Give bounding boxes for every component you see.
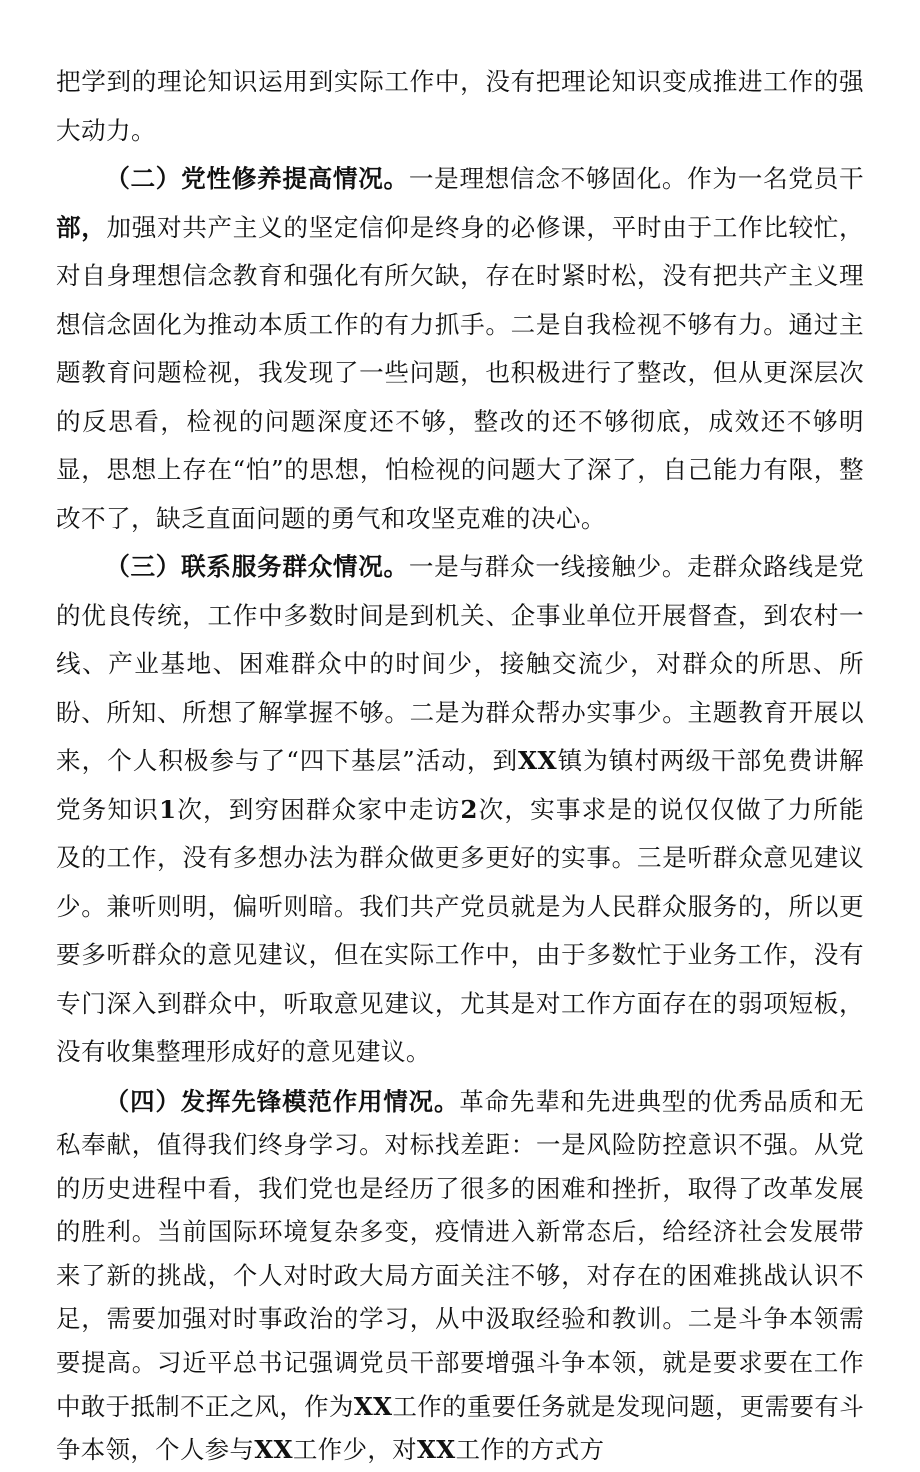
paragraph-text: 加强对共产主义的坚定信仰是终身的必修课，平时由于工作比较忙，对自身理想信念教育和强化有所欠缺，存在时紧时松，没有把共产主义理想信念固化为推动本质工作的有力抓手。二是自我检视不够有力。通过主题教育问题检视，我发现了一些问题，也积极进行了整改，但从更深层次的反思看，检视的问题深度还不够，整改的还不够彻底，成效还不够明显，思想上存在“怕”的思想，怕检视的问题大了深了，自己能力有限，整改不了，缺乏直面问题的勇气和攻坚克难的决心。 — [56, 212, 864, 533]
paragraph-text: 工作少，对 — [292, 1435, 417, 1465]
paragraph-text: 工作的方式方 — [455, 1435, 605, 1465]
paragraph-text: 革命先辈和先进典型的优秀品质和无私奉献，值得我们终身学习。对标找差距：一是风险防控意识不强。从党的历史进程中看，我们党也是经历了很多的困难和挫折，取得了改革发展的胜利。当前国际环境复杂多变，疫情进入新常态后，给经济社会发展带来了新的挑战，个人对时政大局方面关注不够，对存在的困难挑战认识不足，需要加强对时事政治的学习，从中汲取经验和教训。二是斗争本领需要提高。习近平总书记强调党员干部要增强斗争本领，就是要求要在工作中敢于抵制不正之风，作为 — [56, 1086, 864, 1421]
placeholder-xx: XX — [353, 1391, 393, 1421]
section-heading-3: （三）联系服务群众情况。 — [105, 552, 409, 581]
placeholder-xx: XX — [416, 1435, 456, 1465]
section-heading-2: （二）党性修养提高情况。 — [105, 164, 409, 193]
paragraph-text: 次，实事求是的说仅仅做了力所能及的工作，没有多想办法为群众做更多更好的实事。三是听群众意见建议少。兼听则明，偏听则暗。我们共产党员就是为人民群众服务的，所以更要多听群众的意见建议，但在实际工作中，由于多数忙于业务工作，没有专门深入到群众中，听取意见建议，尤其是对工作方面存在的弱项短板，没有收集整理形成好的意见建议。 — [56, 794, 864, 1066]
bold-text: 部， — [56, 212, 107, 242]
paragraph-text: 镇为镇村两级干部免费讲解党务知识 — [56, 746, 864, 824]
paragraph-party-cultivation — [56, 155, 864, 543]
number-text: 1 — [158, 794, 177, 824]
paragraph-text: 一是与群众一线接触少。走群众路线是党的优良传统，工作中多数时间是到机关、企事业单位开展督查，到农村一线、产业基地、困难群众中的时间少，接触交流少，对群众的所思、所盼、所知、所想了解掌握不够。二是为群众帮办实事少。主题教育开展以来，个人积极参与了“四下基层”活动，到 — [56, 552, 864, 775]
paragraph-text: 一是理想信念不够固化。作为一名党员干 — [408, 164, 864, 193]
placeholder-xx: XX — [254, 1435, 293, 1465]
section-heading-4: （四）发挥先锋模范作用情况。 — [104, 1086, 460, 1116]
paragraph-serving-masses — [56, 543, 864, 1077]
number-text: 2 — [460, 794, 478, 824]
paragraph-vanguard-role — [56, 1080, 864, 1472]
paragraph-text: 工作的重要任务就是发现问题，更需要有斗争本领，个人参与 — [56, 1391, 864, 1465]
paragraph-text: 次，到穷困群众家中走访 — [176, 794, 461, 824]
paragraph-continuation — [56, 58, 864, 155]
placeholder-xx: XX — [518, 746, 557, 775]
paragraph-text: 把学到的理论知识运用到实际工作中，没有把理论知识变成推进工作的强大动力。 — [56, 67, 864, 145]
